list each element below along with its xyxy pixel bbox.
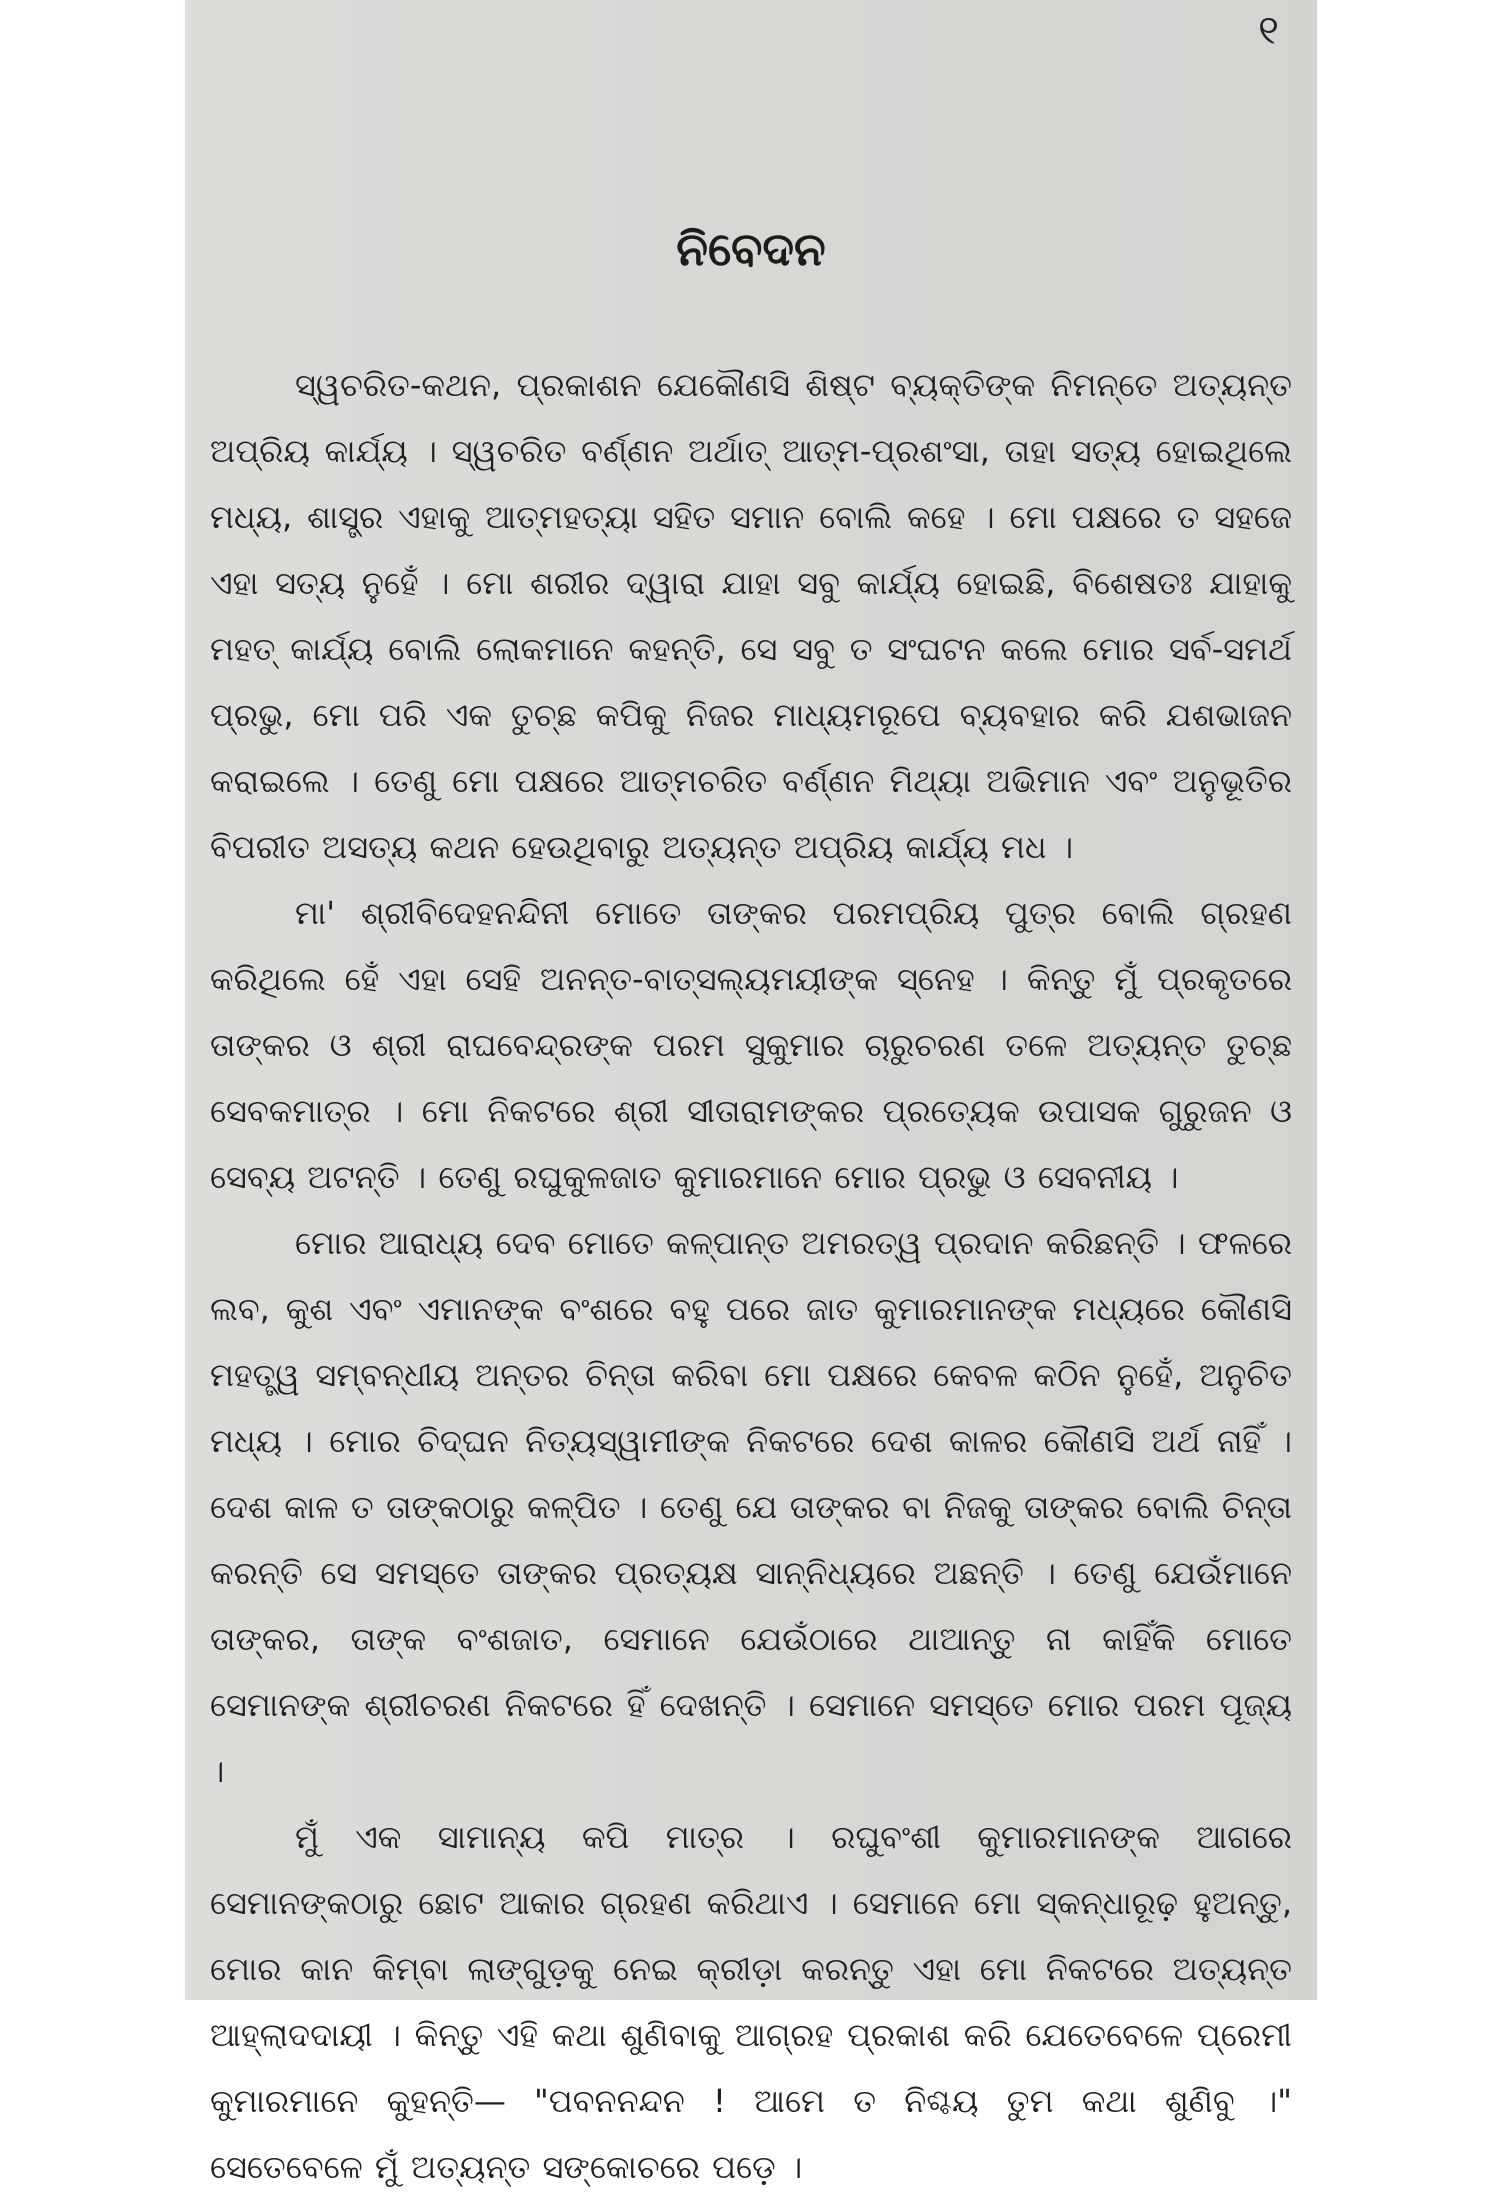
paragraph: ମୋର ଆରାଧ୍ୟ ଦେବ ମୋତେ କଳ୍ପାନ୍ତ ଅମରତ୍ୱ ପ୍ରଦାନ କରିଛନ୍ତି । ଫଳରେ ଲବ, କୁଶ ଏବଂ ଏମାନଙ୍କ ବଂଶରେ ବହୁ ପରେ ଜାତ କୁମାରମାନଙ୍କ ମଧ୍ୟରେ କୌଣସି ମହତ୍ତ୍ୱ ସମ୍ବନ୍ଧୀୟ ଅନ୍ତର ଚିନ୍ତା କରିବା ମୋ ପକ୍ଷରେ କେବଳ କଠିନ ନୁହେଁ, ଅନୁଚିତ ମଧ୍ୟ । ମୋର ଚିଦ୍‌ଘନ ନିତ୍ୟସ୍ୱାମୀଙ୍କ ନିକଟରେ ଦେଶ କାଳର କୌଣସି ଅର୍ଥ ନାହିଁ । ଦେଶ କାଳ ତ ତାଙ୍କଠାରୁ କଳ୍ପିତ । ତେଣୁ ଯେ ତାଙ୍କର ବା ନିଜକୁ ତାଙ୍କର ବୋଲି ଚିନ୍ତା କରନ୍ତି ସେ ସମସ୍ତେ ତାଙ୍କର ପ୍ରତ୍ୟକ୍ଷ ସାନ୍ନିଧ୍ୟରେ ଅଛନ୍ତି । ତେଣୁ ଯେଉଁମାନେ ତାଙ୍କର, ତାଙ୍କ ବଂଶଜାତ, ସେମାନେ ଯେଉଁଠାରେ ଥାଆନ୍ତୁ ନା କାହିଁକି ମୋତେ ସେମାନଙ୍କ ଶ୍ରୀଚରଣ ନିକଟରେ ହିଁ ଦେଖନ୍ତି । ସେମାନେ ସମସ୍ତେ ମୋର ପରମ ପୂଜ୍ୟ । xyxy=(210,1224,1292,1790)
paragraph: ମା' ଶ୍ରୀବିଦେହନନ୍ଦିନୀ ମୋତେ ତାଙ୍କର ପରମପ୍ରିୟ ପୁତ୍ର ବୋଲି ଗ୍ରହଣ କରିଥିଲେ ହେଁ ଏହା ସେହି ଅନନ୍ତ-ବାତ୍ସଲ୍ୟମୟୀଙ୍କ ସ୍ନେହ । କିନ୍ତୁ ମୁଁ ପ୍ରକୃତରେ ତାଙ୍କର ଓ ଶ୍ରୀ ରାଘବେନ୍ଦ୍ରଙ୍କ ପରମ ସୁକୁମାର ଚାରୁଚରଣ ତଳେ ଅତ୍ୟନ୍ତ ତୁଚ୍ଛ ସେବକମାତ୍ର । ମୋ ନିକଟରେ ଶ୍ରୀ ସୀତାରାମଙ୍କର ପ୍ରତ୍ୟେକ ଉପାସକ ଗୁରୁଜନ ଓ ସେବ୍ୟ ଅଟନ୍ତି । ତେଣୁ ରଘୁକୁଳଜାତ କୁମାରମାନେ ମୋର ପ୍ରଭୁ ଓ ସେବନୀୟ । xyxy=(210,894,1292,1196)
paragraph: ମୁଁ ଏକ ସାମାନ୍ୟ କପି ମାତ୍ର । ରଘୁବଂଶୀ କୁମାରମାନଙ୍କ ଆଗରେ ସେମାନଙ୍କଠାରୁ ଛୋଟ ଆକାର ଗ୍ରହଣ କରିଥାଏ । ସେମାନେ ମୋ ସ୍କନ୍ଧାରୂଢ଼ ହୁଅନ୍ତୁ, ମୋର କାନ କିମ୍ବା ଲାଙ୍ଗୁଡ଼କୁ ନେଇ କ୍ରୀଡ଼ା କରନ୍ତୁ ଏହା ମୋ ନିକଟରେ ଅତ୍ୟନ୍ତ ଆହ୍ଲାଦଦାୟୀ । କିନ୍ତୁ ଏହି କଥା ଶୁଣିବାକୁ ଆଗ୍ରହ ପ୍ରକାଶ କରି ଯେତେବେଳେ ପ୍ରେମୀ କୁମାରମାନେ କୁହନ୍ତି— "ପବନନନ୍ଦନ ! ଆମେ ତ ନିଶ୍ଚୟ ତୁମ କଥା ଶୁଣିବୁ ।" ସେତେବେଳେ ମୁଁ ଅତ୍ୟନ୍ତ ସଙ୍କୋଚରେ ପଡ଼େ । xyxy=(210,1818,1292,2186)
body-text xyxy=(210,352,1292,2200)
book-page xyxy=(185,0,1317,2186)
paragraph: ସ୍ୱଚରିତ-କଥନ, ପ୍ରକାଶନ ଯେକୌଣସି ଶିଷ୍ଟ ବ୍ୟକ୍ତିଙ୍କ ନିମନ୍ତେ ଅତ୍ୟନ୍ତ ଅପ୍ରିୟ କାର୍ଯ୍ୟ । ସ୍ୱଚରିତ ବର୍ଣ୍ଣନ ଅର୍ଥାତ୍ ଆତ୍ମ-ପ୍ରଶଂସା, ତାହା ସତ୍ୟ ହୋଇଥିଲେ ମଧ୍ୟ, ଶାସ୍ତ୍ର ଏହାକୁ ଆତ୍ମହତ୍ୟା ସହିତ ସମାନ ବୋଲି କହେ । ମୋ ପକ୍ଷରେ ତ ସହଜେ ଏହା ସତ୍ୟ ନୁହେଁ । ମୋ ଶରୀର ଦ୍ୱାରା ଯାହା ସବୁ କାର୍ଯ୍ୟ ହୋଇଛି, ବିଶେଷତଃ ଯାହାକୁ ମହତ୍ କାର୍ଯ୍ୟ ବୋଲି ଲୋକମାନେ କହନ୍ତି, ସେ ସବୁ ତ ସଂଘଟନ କଲେ ମୋର ସର୍ବ-ସମର୍ଥ ପ୍ରଭୁ, ମୋ ପରି ଏକ ତୁଚ୍ଛ କପିକୁ ନିଜର ମାଧ୍ୟମରୂପେ ବ୍ୟବହାର କରି ଯଶଭାଜନ କରାଇଲେ । ତେଣୁ ମୋ ପକ୍ଷରେ ଆତ୍ମଚରିତ ବର୍ଣ୍ଣନ ମିଥ୍ୟା ଅଭିମାନ ଏବଂ ଅନୁଭୂତିର ବିପରୀତ ଅସତ୍ୟ କଥନ ହେଉଥିବାରୁ ଅତ୍ୟନ୍ତ ଅପ୍ରିୟ କାର୍ଯ୍ୟ ମଧ । xyxy=(210,366,1292,866)
page-number: ୧ xyxy=(1258,8,1279,54)
page-title: ନିବେଦନ xyxy=(676,222,826,276)
